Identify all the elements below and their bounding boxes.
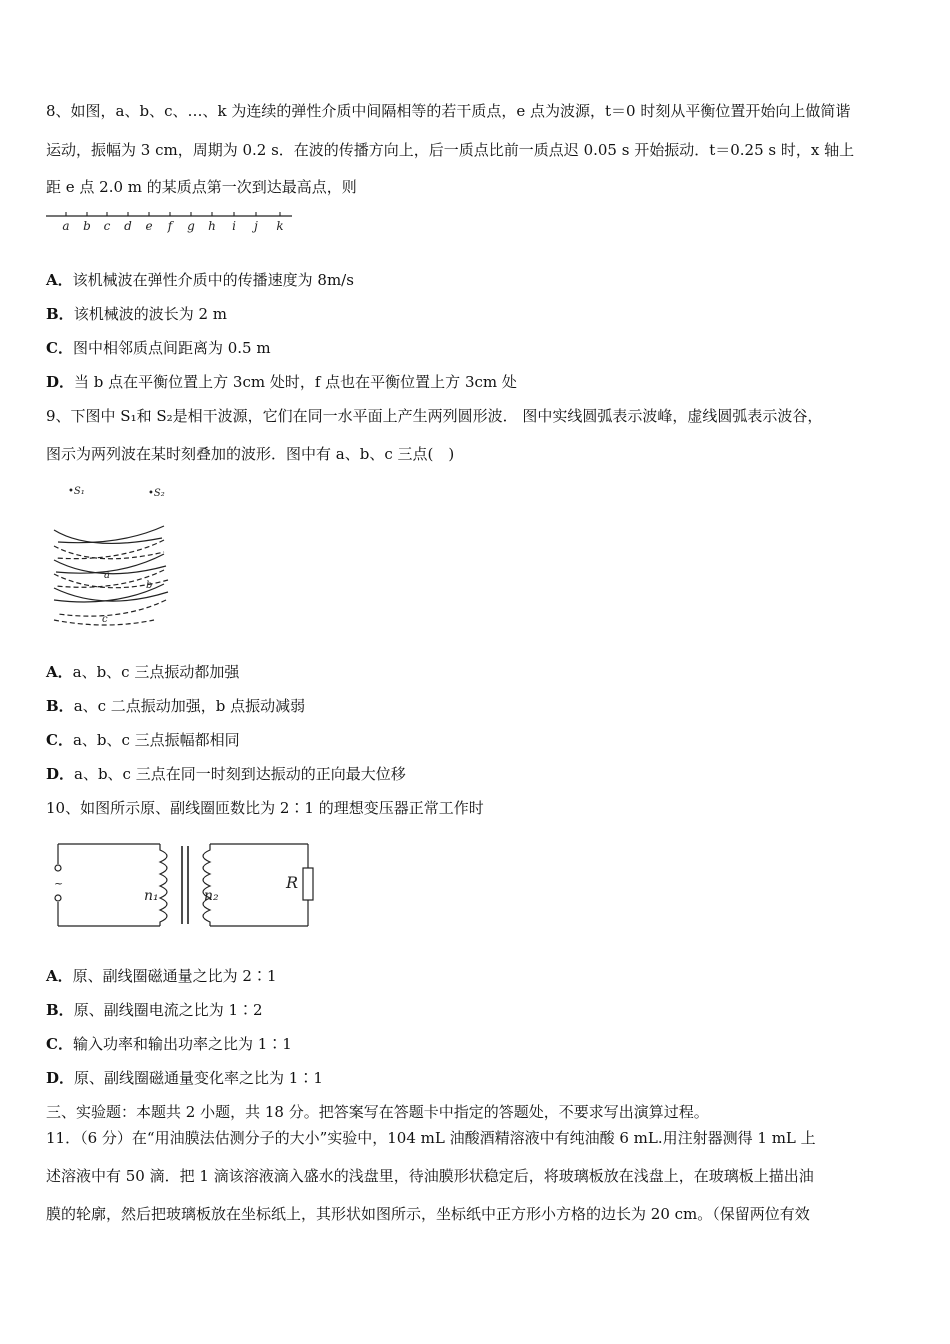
q8-option-d[interactable] <box>46 372 517 392</box>
q10-label-ac: ~ <box>54 877 64 890</box>
option-text: 该机械波在弹性介质中的传播速度为 8m/s <box>72 271 354 289</box>
option-label: D． <box>46 1069 75 1087</box>
q8-label-f: f <box>167 219 173 233</box>
q8-label-e: e <box>145 219 153 233</box>
q8-label-a: a <box>62 219 70 233</box>
q8-option-b[interactable] <box>46 304 227 324</box>
option-label: A． <box>46 271 73 289</box>
q9-label-a: a <box>104 570 110 581</box>
option-label: A． <box>46 967 73 985</box>
q9-option-d[interactable] <box>46 764 406 784</box>
section-3-title: 三、实验题：本题共 2 小题，共 18 分。把答案写在答题卡中指定的答题处，不要求写出演算过程。 <box>46 1103 709 1121</box>
q8-line-3: 距 e 点 2.0 m 的某质点第一次到达最高点，则 <box>46 178 357 196</box>
q9-line-2: 图示为两列波在某时刻叠加的波形．图中有 a、b、c 三点( ) <box>46 445 455 463</box>
q10-transformer-figure <box>52 838 314 932</box>
q11-line-1: 11．（6 分）在“用油膜法估测分子的大小”实验中，104 mL 油酸酒精溶液中有纯油酸 6 mL.用注射器测得 1 mL 上 <box>46 1129 816 1147</box>
q10-option-b[interactable] <box>46 1000 263 1020</box>
q8-label-c: c <box>103 219 111 233</box>
option-text: 原、副线圈磁通量变化率之比为 1∶1 <box>74 1069 323 1087</box>
option-label: C． <box>46 731 73 749</box>
option-text: 图中相邻质点间距离为 0.5 m <box>72 339 271 357</box>
q9-label-c: c <box>102 614 108 625</box>
option-label: B． <box>46 697 74 715</box>
q10-line-1: 10、如图所示原、副线圈匝数比为 2∶1 的理想变压器正常工作时 <box>46 799 484 817</box>
option-label: B． <box>46 1001 74 1019</box>
option-label: C． <box>46 339 73 357</box>
q9-option-b[interactable] <box>46 696 305 716</box>
option-text: a、c 二点振动加强，b 点振动减弱 <box>73 697 306 715</box>
q8-particle-figure <box>44 210 294 236</box>
q10-option-c[interactable] <box>46 1034 292 1054</box>
q8-label-j: j <box>254 219 258 233</box>
q8-line-2: 运动，振幅为 3 cm，周期为 0.2 s．在波的传播方向上，后一质点比前一质点迟 0.05 s 开始振动．t＝0.25 s 时，x 轴上 <box>46 141 855 159</box>
option-label: D． <box>46 765 75 783</box>
option-label: D． <box>46 373 75 391</box>
option-text: a、b、c 三点振动都加强 <box>72 663 240 681</box>
option-text: 当 b 点在平衡位置上方 3cm 处时，f 点也在平衡位置上方 3cm 处 <box>74 373 517 391</box>
q9-label-b: b <box>146 580 153 591</box>
option-text: 原、副线圈电流之比为 1∶2 <box>73 1001 263 1019</box>
q9-line-1: 9、下图中 S₁和 S₂是相干波源，它们在同一水平面上产生两列圆形波． 图中实线圆弧表示波峰，虚线圆弧表示波谷， <box>46 407 823 425</box>
q10-option-d[interactable] <box>46 1068 323 1088</box>
option-text: a、b、c 三点在同一时刻到达振动的正向最大位移 <box>74 765 406 783</box>
q9-option-c[interactable] <box>46 730 240 750</box>
q8-option-c[interactable] <box>46 338 271 358</box>
q11-line-2: 述溶液中有 50 滴．把 1 滴该溶液滴入盛水的浅盘里，待油膜形状稳定后，将玻璃板放在浅盘上，在玻璃板上描出油 <box>46 1167 814 1185</box>
option-text: 原、副线圈磁通量之比为 2∶1 <box>72 967 277 985</box>
option-text: a、b、c 三点振幅都相同 <box>72 731 240 749</box>
q9-option-a[interactable] <box>46 662 239 682</box>
q8-label-d: d <box>124 219 132 233</box>
option-label: B． <box>46 305 74 323</box>
q10-label-n1: n₁ <box>144 888 159 904</box>
option-text: 输入功率和输出功率之比为 1∶1 <box>72 1035 292 1053</box>
q8-line-1: 8、如图，a、b、c、…、k 为连续的弹性介质中间隔相等的若干质点，e 点为波源，t＝0 时刻从平衡位置开始向上做简谐 <box>46 102 851 120</box>
q8-label-k: k <box>276 219 284 233</box>
q9-interference-figure <box>50 480 180 630</box>
q8-label-b: b <box>83 219 91 233</box>
option-text: 该机械波的波长为 2 m <box>73 305 227 323</box>
q9-label-s2: •S₂ <box>148 488 165 499</box>
q8-label-i: i <box>232 219 236 233</box>
q11-line-3: 膜的轮廓，然后把玻璃板放在坐标纸上，其形状如图所示，坐标纸中正方形小方格的边长为 20 cm。（保留两位有效 <box>46 1205 810 1223</box>
q8-label-h: h <box>208 219 216 233</box>
q10-label-r: R <box>286 873 299 892</box>
q9-label-s1: •S₁ <box>68 486 85 497</box>
q8-option-a[interactable] <box>46 270 354 290</box>
option-label: A． <box>46 663 73 681</box>
option-label: C． <box>46 1035 73 1053</box>
q8-label-g: g <box>187 219 195 233</box>
q10-label-n2: n₂ <box>204 888 219 904</box>
q10-option-a[interactable] <box>46 966 277 986</box>
